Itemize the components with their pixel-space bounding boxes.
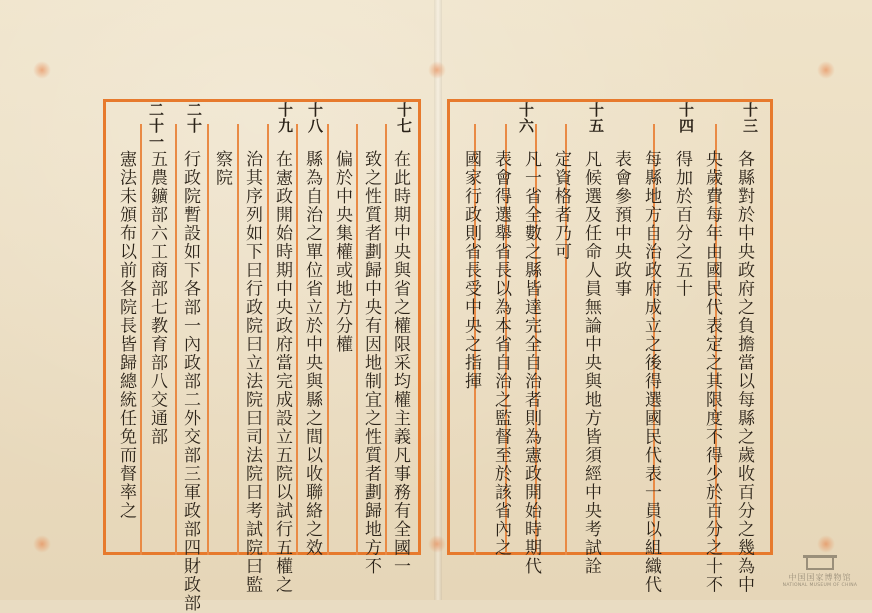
text-line: 察院 xyxy=(212,150,232,187)
text-line: 定資格者乃可 xyxy=(551,150,571,261)
text-line: 表會得選舉省長以為本省自治之監督至於該省內之 xyxy=(491,150,511,557)
article-number: 十四 xyxy=(677,102,695,134)
article-number: 十三 xyxy=(741,102,759,134)
text-line: 憲法未頒布以前各院長皆歸總統任免而督率之 xyxy=(116,150,136,520)
text-line: 央歲費每年由國民代表定之其限度不得少於百分之十不 xyxy=(702,150,722,594)
column-rule xyxy=(237,124,239,555)
text-line: 每縣地方自治政府成立之後得選國民代表一員以組織代 xyxy=(641,150,661,594)
text-line: 凡一省全數之縣皆達完全自治者則為憲政開始時期代 xyxy=(521,150,541,576)
article-number: 二十 xyxy=(185,102,203,134)
text-line: 凡候選及任命人員無論中央與地方皆須經中央考試詮 xyxy=(581,150,601,576)
column-rule xyxy=(267,124,269,555)
museum-building-icon xyxy=(803,552,837,570)
column-rule xyxy=(175,124,177,555)
seal-dot xyxy=(817,535,835,553)
watermark-name-en: NATIONAL MUSEUM OF CHINA xyxy=(782,583,858,588)
text-line: 得加於百分之五十 xyxy=(672,150,692,298)
column-rule xyxy=(327,124,329,555)
text-line: 行政院暫設如下各部一內政部二外交部三軍政部四財政部 xyxy=(180,150,200,613)
column-rule xyxy=(140,124,142,555)
text-line: 表會參預中央政事 xyxy=(611,150,631,298)
seal-dot xyxy=(428,535,446,553)
article-number: 十七 xyxy=(395,102,413,134)
article-number: 二十一 xyxy=(147,102,165,150)
museum-watermark xyxy=(782,552,858,588)
text-line: 在憲政開始時期中央政府當完成設立五院以試行五權之 xyxy=(272,150,292,594)
column-rule xyxy=(356,124,358,555)
seal-dot xyxy=(33,535,51,553)
column-rule xyxy=(207,124,209,555)
page-fold xyxy=(434,0,442,600)
article-number: 十五 xyxy=(587,102,605,134)
column-rule xyxy=(296,124,298,555)
text-line: 致之性質者劃歸中央有因地制宜之性質者劃歸地方不 xyxy=(361,150,381,576)
text-line: 縣為自治之單位省立於中央與縣之間以收聯絡之效 xyxy=(302,150,322,557)
text-line: 五農鑛部六工商部七教育部八交通部 xyxy=(147,150,167,446)
article-number: 十八 xyxy=(306,102,324,134)
text-line: 在此時期中央與省之權限采均權主義凡事務有全國一 xyxy=(390,150,410,576)
text-line: 國家行政則省長受中央之指揮 xyxy=(461,150,481,391)
article-number: 十六 xyxy=(517,102,535,134)
text-line: 治其序列如下曰行政院曰立法院曰司法院曰考試院曰監 xyxy=(242,150,262,594)
article-number: 十九 xyxy=(276,102,294,134)
text-line: 各縣對於中央政府之負擔當以每縣之歲收百分之幾為中 xyxy=(734,150,754,594)
seal-dot xyxy=(33,61,51,79)
watermark-name-cn: 中国国家博物馆 xyxy=(788,573,852,582)
text-line: 偏於中央集權或地方分權 xyxy=(332,150,352,354)
seal-dot xyxy=(428,61,446,79)
column-rule xyxy=(385,124,387,555)
seal-dot xyxy=(817,61,835,79)
